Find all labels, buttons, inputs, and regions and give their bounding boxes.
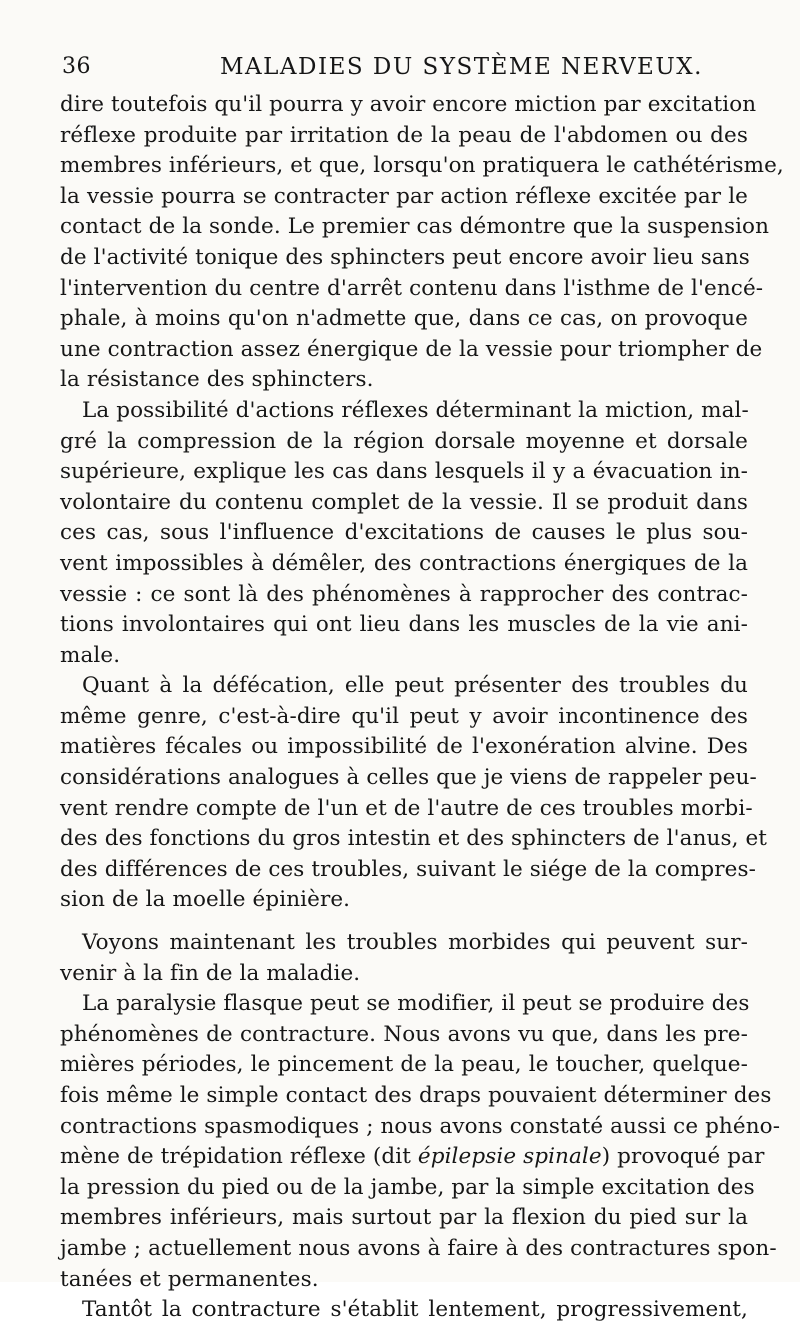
text-line: La paralysie flasque peut se modifier, il peut se produire des: [82, 991, 750, 1017]
text-line: la vessie pourra se contracter par action réflexe excitée par le: [60, 183, 748, 209]
text-line: ces cas, sous l'influence d'excitations de causes le plus sou-: [60, 520, 748, 546]
text-line: matières fécales ou impossibilité de l'exonération alvine. Des: [60, 734, 748, 760]
text-line: vent impossibles à démêler, des contractions énergiques de la: [60, 550, 748, 576]
text-line: mières périodes, le pincement de la peau, le toucher, quelque-: [60, 1052, 748, 1078]
text-line: l'intervention du centre d'arrêt contenu dans l'isthme de l'encé-: [60, 275, 764, 301]
text-line: sion de la moelle épinière.: [60, 887, 351, 913]
text-line: supérieure, explique les cas dans lesquels il y a évacuation in-: [60, 459, 748, 485]
text-line: vent rendre compte de l'un et de l'autre de ces troubles morbi-: [60, 795, 753, 821]
text-line: la résistance des sphincters.: [60, 367, 374, 393]
text-segment: ) provoqué par: [601, 1144, 765, 1170]
text-line: phale, à moins qu'on n'admette que, dans ce cas, on provoque: [60, 306, 748, 332]
body-text: [60, 90, 784, 1326]
text-line: même genre, c'est-à-dire qu'il peut y avoir incontinence des: [60, 703, 748, 729]
text-line: contractions spasmodiques ; nous avons constaté aussi ce phéno-: [60, 1113, 781, 1139]
page-number: 36: [62, 54, 91, 79]
text-line: tions involontaires qui ont lieu dans les muscles de la vie ani-: [60, 612, 748, 638]
text-line: male.: [60, 642, 121, 668]
text-line: la pression du pied ou de la jambe, par la simple excitation des: [60, 1174, 755, 1200]
text-line: membres inférieurs, mais surtout par la flexion du pied sur la: [60, 1205, 748, 1231]
text-line: fois même le simple contact des draps pouvaient déterminer des: [60, 1083, 772, 1108]
text-line: tanées et permanentes.: [60, 1266, 319, 1292]
italic-term: épilepsie spinale: [417, 1144, 602, 1170]
text-line: membres inférieurs, et que, lorsqu'on pratiquera le cathétérisme,: [60, 153, 784, 179]
text-line-with-italic: [60, 1142, 765, 1173]
text-line: des différences de ces troubles, suivant le siége de la compres-: [60, 856, 756, 882]
text-line: venir à la fin de la maladie.: [60, 960, 361, 986]
text-line: des des fonctions du gros intestin et des sphincters de l'anus, et: [60, 826, 768, 852]
text-line: Quant à la défécation, elle peut présenter des troubles du: [82, 673, 748, 699]
text-line: vessie : ce sont là des phénomènes à rapprocher des contrac-: [60, 581, 748, 607]
text-line: volontaire du contenu complet de la vessie. Il se produit dans: [60, 489, 748, 515]
text-segment: mène de trépidation réflexe (dit: [60, 1144, 418, 1170]
text-line: réflexe produite par irritation de la peau de l'abdomen ou des: [60, 122, 748, 148]
text-line: phénomènes de contracture. Nous avons vu que, dans les pre-: [60, 1021, 748, 1047]
text-line: jambe ; actuellement nous avons à faire à des contractures spon-: [60, 1235, 777, 1261]
text-line: La possibilité d'actions réflexes déterminant la miction, mal-: [82, 397, 749, 423]
text-line: contact de la sonde. Le premier cas démontre que la suspension: [60, 214, 770, 240]
text-line: de l'activité tonique des sphincters peut encore avoir lieu sans: [60, 244, 750, 270]
text-line: dire toutefois qu'il pourra y avoir encore miction par excitation: [60, 92, 757, 117]
text-line: Tantôt la contracture s'établit lentement, progressivement,: [82, 1297, 748, 1323]
text-line: une contraction assez énergique de la vessie pour triompher de: [60, 336, 763, 362]
running-head: MALADIES DU SYSTÈME NERVEUX.: [220, 54, 703, 80]
page-header: [60, 44, 760, 84]
text-line: considérations analogues à celles que je viens de rappeler peu-: [60, 765, 757, 791]
text-line: gré la compression de la région dorsale moyenne et dorsale: [60, 428, 748, 454]
paragraph-gap: [60, 916, 748, 928]
text-line: Voyons maintenant les troubles morbides qui peuvent sur-: [82, 930, 748, 956]
